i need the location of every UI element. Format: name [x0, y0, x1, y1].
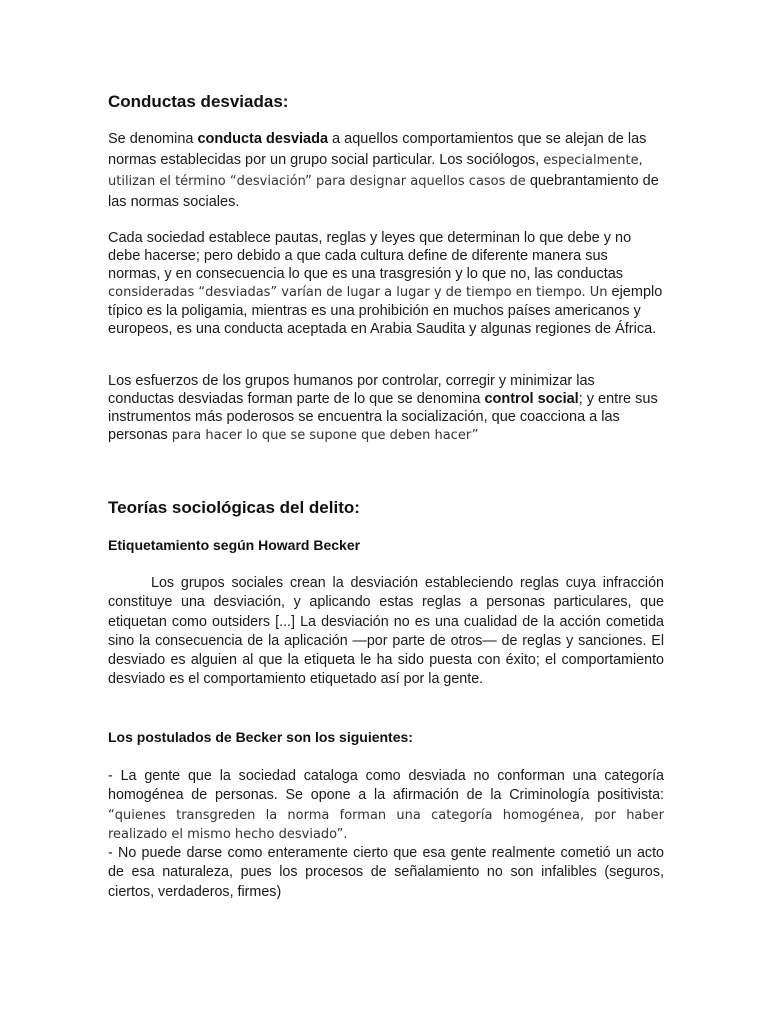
- text-run: Los esfuerzos de los grupos humanos por controlar, corregir y minimizar las conductas desviadas forman parte de lo que se denomina: [108, 373, 595, 407]
- list-item-postulado-1: [108, 767, 664, 844]
- list-item-postulado-2: - No puede darse como enteramente cierto que esa gente realmente cometió un acto de esa naturaleza, pues los procesos de señalamiento no son infalibles (seguros, ciertos, verdaderos, firmes): [108, 845, 664, 900]
- subheading-etiquetamiento-becker: Etiquetamiento según Howard Becker: [108, 537, 361, 553]
- text-run-alt-font: para hacer lo que se supone que deben hacer”: [171, 428, 479, 443]
- heading-conductas-desviadas: Conductas desviadas:: [108, 92, 289, 111]
- paragraph-pautas-reglas-leyes: [108, 229, 664, 338]
- text-run: ; y entre sus instrumentos más poderosos se encuentra la socialización, que coacciona a las personas: [108, 391, 658, 443]
- paragraph-control-social: [108, 372, 664, 445]
- text-run-alt-font: “quienes transgreden la norma forman una categoría homogénea, por haber realizado el mismo hecho desviado”.: [108, 807, 664, 842]
- text-run-alt-font: especialmente, utilizan el término “desviación” para designar aquellos casos de: [108, 153, 643, 189]
- heading-teorias-sociologicas: Teorías sociológicas del delito:: [108, 498, 360, 517]
- text-run: ejemplo típico es la poligamia, mientras es una prohibición en muchos países americanos y europeos, es una conducta aceptada en Arabia Saudita y algunas regiones de África.: [108, 284, 663, 337]
- text-run: a aquellos comportamientos que se alejan de las normas establecidas por un grupo social particular. Los sociólogos,: [108, 131, 647, 168]
- bold-term-control-social: control social: [484, 391, 579, 407]
- bold-term-conducta-desviada: conducta desviada: [197, 131, 329, 147]
- paragraph-becker-quote: [108, 574, 664, 690]
- text-run: Cada sociedad establece pautas, reglas y leyes que determinan lo que debe y no debe hacerse; pero debido a que cada cultura define de diferente manera sus normas, y en consecuencia lo que es una trasgresión y lo que no, las conductas: [108, 230, 632, 282]
- text-run-alt-font: consideradas “desviadas” varían de lugar a lugar y de tiempo en tiempo. Un: [108, 285, 608, 300]
- text-run: Los grupos sociales crean la desviación estableciendo reglas cuya infracción constituye una desviación, y aplicando estas reglas a personas particulares, que etiquetan como outsiders [...] La desviación no es una cualidad de la acción cometida sino la consecuencia de la aplicación —por parte de otros— de reglas y sanciones. El desviado es alguien al que la etiqueta le ha sido puesta con éxito; el comportamiento desviado es el comportamiento etiquetado así por la gente.: [108, 575, 664, 688]
- text-run: - La gente que la sociedad cataloga como desviada no conforman una categoría homogénea de personas. Se opone a la afirmación de la Criminología positivista:: [108, 768, 664, 804]
- text-run: quebrantamiento de las normas sociales.: [108, 173, 659, 210]
- text-run: Se denomina: [108, 131, 198, 147]
- paragraph-conducta-desviada-definition: [108, 129, 664, 213]
- subheading-postulados-becker: Los postulados de Becker son los siguientes:: [108, 729, 413, 745]
